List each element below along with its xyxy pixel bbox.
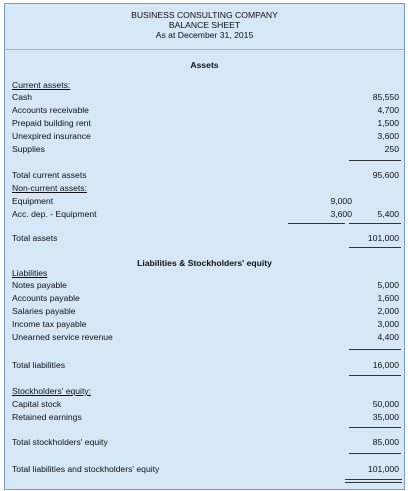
liability-row-label: Notes payable [12,280,67,290]
equity-rule [349,427,401,428]
asset-row-value: 85,550 [372,92,399,102]
liability-row-value: 4,400 [377,332,399,342]
asset-row-label: Cash [12,92,33,102]
statement-title: BALANCE SHEET [168,20,241,30]
liabilities-heading: Liabilities [12,268,48,278]
total-assets-rule [349,247,401,248]
asset-row-label: Supplies [12,144,45,154]
grand-total-rule-1 [345,479,402,480]
noncurrent-rule [349,223,401,224]
total-current-assets-value: 95,600 [372,170,399,180]
asset-row-value: 1,500 [377,118,399,128]
equity-row-label: Retained earnings [12,412,82,422]
total-current-assets-label: Total current assets [12,170,87,180]
total-liabilities-label: Total liabilities [12,360,66,370]
equity-row-label: Capital stock [12,399,62,409]
liability-row-label: Salaries payable [12,306,76,316]
equity-row-value: 35,000 [372,412,399,422]
equipment-value: 9,000 [330,196,352,206]
asset-row-label: Prepaid building rent [12,118,91,128]
liability-row-value: 1,600 [377,293,399,303]
noncurrent-assets-heading: Non-current assets: [12,183,87,193]
asset-row-label: Accounts receivable [12,105,89,115]
total-equity-label: Total stockholders' equity [12,437,108,447]
asset-row-value: 4,700 [377,105,399,115]
total-assets-value: 101,000 [367,233,399,243]
accumulated-depreciation-value: 3,600 [330,209,352,219]
total-assets-label: Total assets [12,233,58,243]
assets-section-title: Assets [190,60,219,70]
accumulated-depreciation-label: Acc. dep. - Equipment [12,209,97,219]
equity-row-value: 50,000 [372,399,399,409]
liabilities-rule [349,349,401,350]
total-equity-value: 85,000 [372,437,399,447]
liability-row-label: Unearned service revenue [12,332,113,342]
header-divider [5,49,404,50]
grand-total-label: Total liabilities and stockholders' equity [12,464,160,474]
liability-row-value: 2,000 [377,306,399,316]
statement-date: As at December 31, 2015 [155,30,254,40]
liability-row-value: 5,000 [377,280,399,290]
asset-row-label: Unexpired insurance [12,131,91,141]
total-liabilities-rule [349,375,401,376]
company-name: BUSINESS CONSULTING COMPANY [131,10,278,20]
net-equipment-value: 5,400 [377,209,399,219]
total-equity-rule [349,453,401,454]
balance-sheet [4,3,405,490]
equipment-label: Equipment [12,196,54,206]
asset-row-value: 3,600 [377,131,399,141]
liabilities-section-title: Liabilities & Stockholders' equity [137,258,272,268]
subtotal-rule [349,160,401,161]
asset-row-value: 250 [384,144,399,154]
liability-row-value: 3,000 [377,319,399,329]
equipment-rule [288,223,345,224]
total-liabilities-value: 16,000 [372,360,399,370]
liability-row-label: Income tax payable [12,319,87,329]
stockholders-equity-heading: Stockholders' equity: [12,386,92,396]
grand-total-rule-2 [345,482,402,483]
liability-row-label: Accounts payable [12,293,80,303]
grand-total-value: 101,000 [367,464,399,474]
current-assets-heading: Current assets: [12,80,71,90]
